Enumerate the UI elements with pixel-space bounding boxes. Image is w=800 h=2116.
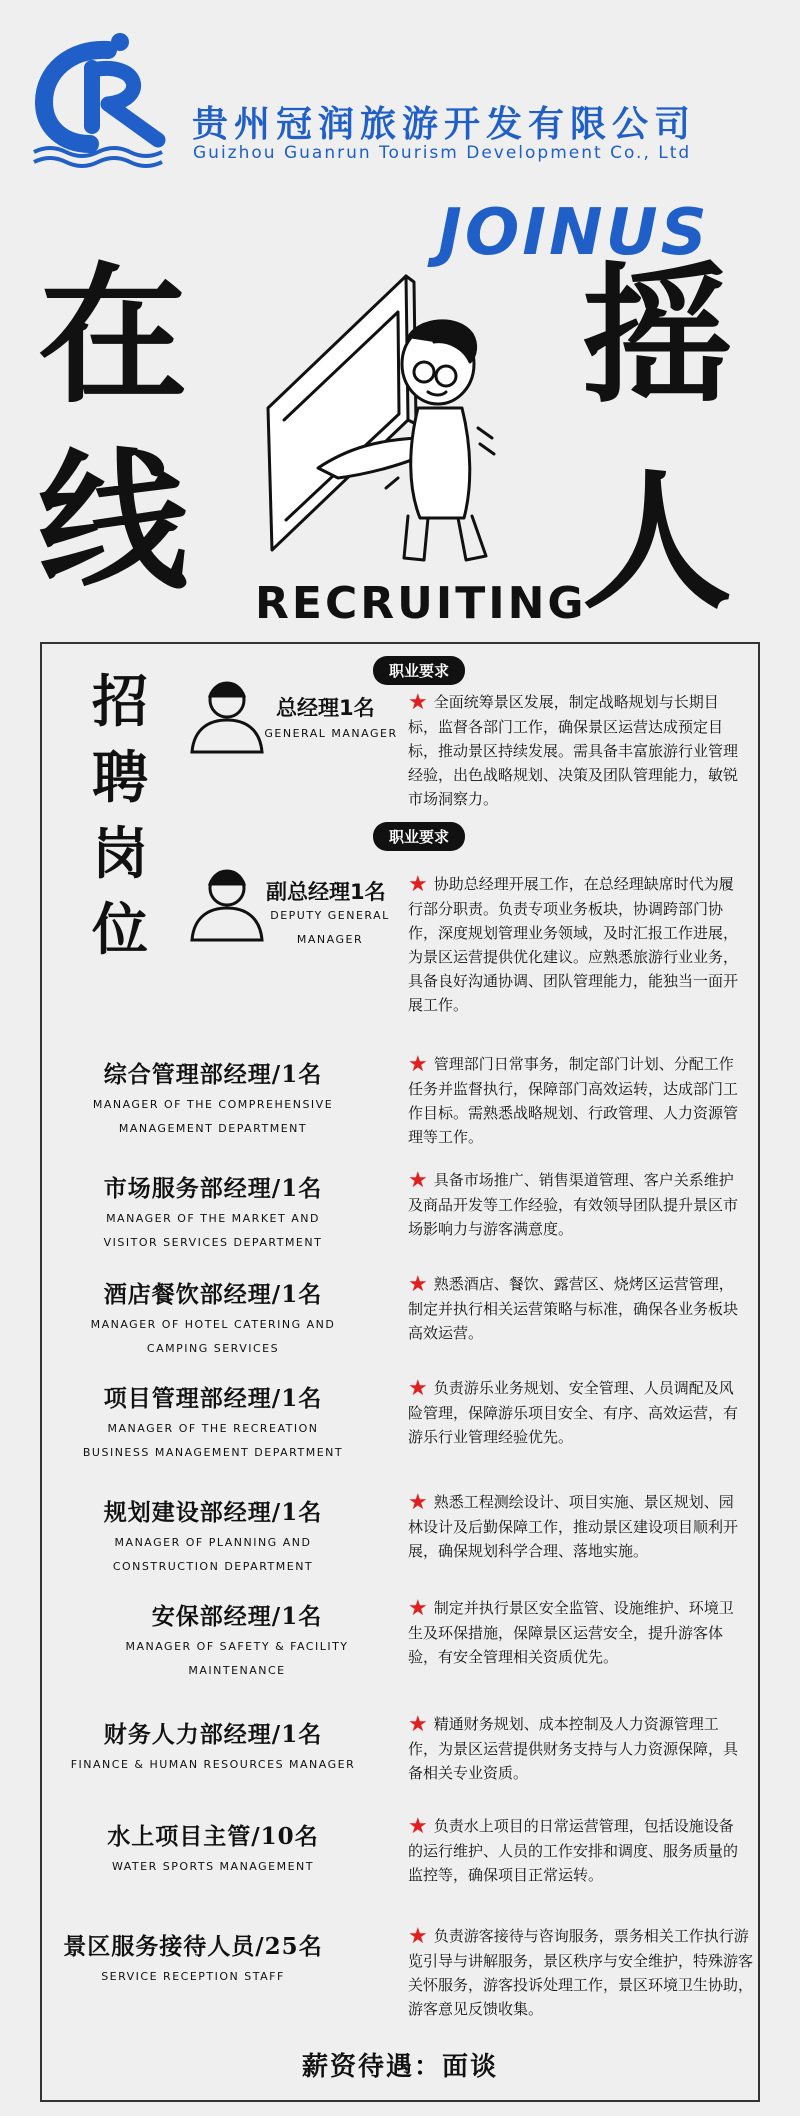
department-description-text: 负责水上项目的日常运营管理，包括设施设备的运行维护、人员的工作安排和调度、服务质量的监控等，确保项目正常运转。 <box>408 1817 739 1884</box>
recruiting-heading: RECRUITING <box>255 578 587 629</box>
department-description <box>408 1712 748 1785</box>
department-description-text: 熟悉酒店、餐饮、露营区、烧烤区运营管理，制定并执行相关运营策略与标准，确保各业务板块高效运营。 <box>408 1275 739 1342</box>
person-icon <box>188 674 266 756</box>
department-description-text: 具备市场推广、销售渠道管理、客户关系维护及商品开发等工作经验，有效领导团队提升景区市场影响力与游客满意度。 <box>408 1171 739 1238</box>
department-description-text: 精通财务规划、成本控制及人力资源管理工作，为景区运营提供财务支持与人力资源保障，具备相关专业资质。 <box>408 1715 739 1782</box>
department-title: 安保部经理/1名 <box>151 1603 323 1630</box>
department-title-en <box>28 1093 398 1141</box>
star-icon: ★ <box>408 1168 428 1193</box>
department-title-en-line: MANAGER OF THE RECREATION <box>107 1422 319 1435</box>
department-description <box>408 1272 748 1345</box>
department-title-en-line: FINANCE & HUMAN RESOURCES MANAGER <box>70 1758 356 1771</box>
department-title-block <box>28 1716 398 1777</box>
department-title-en-line: MANAGER OF THE MARKET AND <box>106 1212 320 1225</box>
department-title: 水上项目主管/10名 <box>107 1823 319 1850</box>
star-icon: ★ <box>408 1924 428 1949</box>
department-title-en-line: VISITOR SERVICES DEPARTMENT <box>103 1236 323 1249</box>
department-title-block <box>28 1380 398 1465</box>
department-title-en-line: SERVICE RECEPTION STAFF <box>101 1970 285 1983</box>
department-title-en-line: MAINTENANCE <box>188 1664 286 1677</box>
department-title-en <box>28 1207 398 1255</box>
requirement-label: 职业要求 <box>373 822 465 851</box>
department-title-block <box>28 1170 398 1255</box>
department-title: 财务人力部经理/1名 <box>103 1721 323 1748</box>
department-title-block <box>28 1494 398 1579</box>
department-description <box>408 1052 748 1149</box>
department-title-en <box>28 1753 398 1777</box>
department-title-en-line: MANAGER OF PLANNING AND <box>114 1536 312 1549</box>
star-icon: ★ <box>408 1596 428 1621</box>
slogan-char-ren: 人 <box>582 456 733 630</box>
position-title: 副总经理1名 <box>266 880 386 904</box>
position-description-text: 全面统筹景区发展，制定战略规划与长期目标，监督各部门工作，确保景区运营达成预定目标，推动景区持续发展。需具备丰富旅游行业管理经验，出色战略规划、决策及团队管理能力，敏锐市场洞察力。 <box>408 693 739 808</box>
star-icon: ★ <box>408 1376 428 1401</box>
department-title-en <box>8 1965 378 1989</box>
department-description <box>408 1490 748 1563</box>
vertical-title-char: 招 <box>92 670 148 735</box>
department-title-en-line: CONSTRUCTION DEPARTMENT <box>112 1560 314 1573</box>
company-name-en: Guizhou Guanrun Tourism Development Co., Ltd <box>193 143 692 163</box>
department-title-en-line: CAMPING SERVICES <box>146 1342 280 1355</box>
department-title-en-line: BUSINESS MANAGEMENT DEPARTMENT <box>82 1446 344 1459</box>
department-description-text: 负责游乐业务规划、安全管理、人员调配及风险管理，保障游乐项目安全、有序、高效运营，有游乐行业管理经验优先。 <box>408 1379 739 1446</box>
position-title: 总经理1名 <box>276 696 375 720</box>
department-title-en <box>28 1855 398 1879</box>
star-icon: ★ <box>408 690 428 715</box>
position-title-en-line: GENERAL MANAGER <box>264 727 398 740</box>
slogan-char-yao: 摇 <box>582 250 733 424</box>
position-description-text: 协助总经理开展工作，在总经理缺席时代为履行部分职责。负责专项业务板块，协调跨部门协作，深度规划管理业务领域，及时汇报工作进展，为景区运营提供优化建议。应熟悉旅游行业业务，具备良好沟通协调、团队管理能力，能独当一面开展工作。 <box>408 875 739 1014</box>
department-title: 景区服务接待人员/25名 <box>63 1933 323 1960</box>
department-title-en-line: WATER SPORTS MANAGEMENT <box>111 1860 314 1873</box>
position-title-en-line: DEPUTY GENERAL <box>270 909 390 922</box>
vertical-title <box>80 665 160 969</box>
department-title-block <box>28 1056 398 1141</box>
star-icon: ★ <box>408 872 428 897</box>
department-title-en-line: MANAGER OF SAFETY & FACILITY <box>125 1640 349 1653</box>
department-title: 规划建设部经理/1名 <box>103 1499 323 1526</box>
department-title-en-line: MANAGER OF THE COMPREHENSIVE <box>92 1098 334 1111</box>
department-title-en <box>28 1417 398 1465</box>
vertical-title-char: 聘 <box>92 746 148 811</box>
department-description-text: 熟悉工程测绘设计、项目实施、景区规划、园林设计及后勤保障工作，推动景区建设项目顺利开展，确保规划科学合理、落地实施。 <box>408 1493 739 1560</box>
slogan-char-zai: 在 <box>38 250 189 424</box>
department-title-block <box>28 1276 398 1361</box>
position-title-en-line: MANAGER <box>296 933 364 946</box>
department-title-block <box>52 1598 422 1683</box>
position-description <box>408 872 748 1017</box>
company-logo <box>30 30 180 170</box>
department-title-en <box>28 1531 398 1579</box>
department-title-block <box>8 1928 378 1989</box>
vertical-title-char: 岗 <box>92 822 148 887</box>
star-icon: ★ <box>408 1712 428 1737</box>
requirement-label: 职业要求 <box>373 656 465 685</box>
department-description-text: 负责游客接待与咨询服务，票务相关工作执行游览引导与讲解服务，景区秩序与安全维护，特殊游客关怀服务，游客投诉处理工作，景区环境卫生协助，游客意见反馈收集。 <box>408 1927 754 2018</box>
department-description <box>408 1924 754 2021</box>
department-description <box>408 1814 748 1887</box>
vertical-title-char: 位 <box>92 898 148 963</box>
position-title-en <box>262 904 398 952</box>
department-title: 市场服务部经理/1名 <box>103 1175 323 1202</box>
department-title-en <box>28 1313 398 1361</box>
department-title-en-line: MANAGER OF HOTEL CATERING AND <box>90 1318 336 1331</box>
salary-line: 薪资待遇：面谈 <box>301 2052 498 2082</box>
department-description-text: 制定并执行景区安全监管、设施维护、环境卫生及环保措施，保障景区运营安全，提升游客体验，有安全管理相关资质优先。 <box>408 1599 734 1666</box>
department-title-en <box>52 1635 422 1683</box>
department-title-en-line: MANAGEMENT DEPARTMENT <box>118 1122 308 1135</box>
department-description-text: 管理部门日常事务，制定部门计划、分配工作任务并监督执行，保障部门高效运转，达成部门工作目标。需熟悉战略规划、行政管理、人力资源管理等工作。 <box>408 1055 739 1146</box>
join-us-heading: JOINUS <box>438 196 710 270</box>
star-icon: ★ <box>408 1814 428 1839</box>
star-icon: ★ <box>408 1052 428 1077</box>
star-icon: ★ <box>408 1272 428 1297</box>
star-icon: ★ <box>408 1490 428 1515</box>
person-icon <box>188 862 266 944</box>
department-description <box>408 1596 748 1669</box>
position-description <box>408 690 748 811</box>
department-title: 酒店餐饮部经理/1名 <box>103 1281 323 1308</box>
department-description <box>408 1168 748 1241</box>
position-title-en <box>256 722 406 746</box>
slogan-char-xian: 线 <box>38 436 189 610</box>
department-title-block <box>28 1818 398 1879</box>
company-name-cn: 贵州冠润旅游开发有限公司 <box>192 104 697 145</box>
department-title: 项目管理部经理/1名 <box>103 1385 323 1412</box>
department-description <box>408 1376 748 1449</box>
door-illustration <box>258 268 498 578</box>
department-title: 综合管理部经理/1名 <box>103 1061 323 1088</box>
